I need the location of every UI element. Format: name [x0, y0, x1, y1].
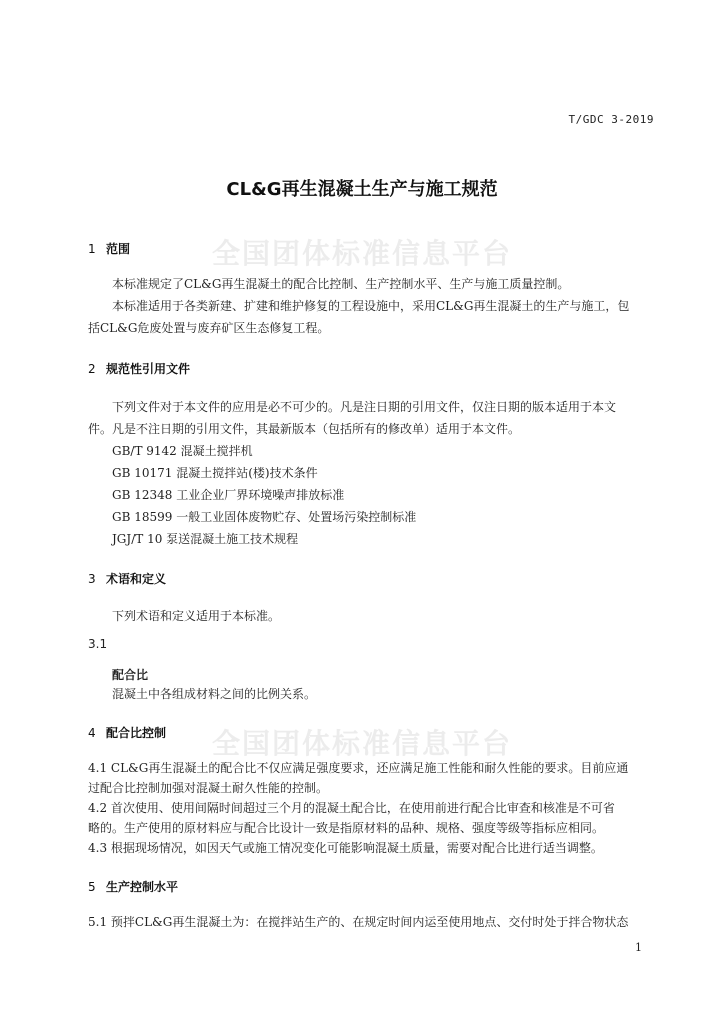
- reference-item: JGJ/T 10 泵送混凝土施工技术规程: [112, 532, 299, 546]
- section-heading-mix-ratio: [88, 724, 166, 741]
- paragraph: 本标准规定了CL&G再生混凝土的配合比控制、生产控制水平、生产与施工质量控制。: [112, 277, 570, 291]
- paragraph: 括CL&G危废处置与废弃矿区生态修复工程。: [88, 321, 330, 335]
- section-number: 1: [88, 242, 96, 256]
- watermark-text: 全国团体标准信息平台: [211, 237, 512, 270]
- standard-code: T/GDC 3-2019: [568, 113, 654, 126]
- term-number: 3.1: [88, 637, 108, 651]
- paragraph: 件。凡是不注日期的引用文件，其最新版本（包括所有的修改单）适用于本文件。: [88, 422, 521, 436]
- clause-line: 4.3 根据现场情况，如因天气或施工情况变化可能影响混凝土质量，需要对配合比进行适当调整。: [88, 841, 603, 855]
- reference-item: GB 18599 一般工业固体废物贮存、处置场污染控制标准: [112, 510, 417, 524]
- section-title: 生产控制水平: [106, 880, 179, 894]
- section-heading-production-control: [88, 878, 178, 895]
- reference-item: GB/T 9142 混凝土搅拌机: [112, 444, 253, 458]
- document-title: CL&G再生混凝土生产与施工规范: [226, 179, 498, 200]
- section-title: 配合比控制: [106, 726, 167, 740]
- reference-list: [112, 440, 416, 550]
- clause-line: 5.1 预拌CL&G再生混凝土为：在搅拌站生产的、在规定时间内运至使用地点、交付时处于拌合物状态: [88, 915, 629, 929]
- paragraph: 下列术语和定义适用于本标准。: [112, 609, 281, 623]
- section-title: 术语和定义: [106, 572, 167, 586]
- paragraph: 本标准适用于各类新建、扩建和维护修复的工程设施中，采用CL&G再生混凝土的生产与施工，包: [112, 299, 630, 313]
- section-number: 2: [88, 362, 96, 376]
- clause-line: 4.1 CL&G再生混凝土的配合比不仅应满足强度要求，还应满足施工性能和耐久性能的要求。目前应通: [88, 761, 629, 775]
- page-number: 1: [635, 941, 642, 954]
- clause-line: 略的。生产使用的原材料应与配合比设计一致是指原材料的品种、规格、强度等级等指标应相同。: [88, 821, 605, 835]
- reference-item: GB 10171 混凝土搅拌站(楼)技术条件: [112, 466, 318, 480]
- section-title: 规范性引用文件: [106, 362, 191, 376]
- paragraph: 下列文件对于本文件的应用是必不可少的。凡是注日期的引用文件，仅注日期的版本适用于本文: [112, 400, 617, 414]
- section-number: 3: [88, 572, 96, 586]
- term-name: 配合比: [112, 668, 149, 682]
- clause-line: 过配合比控制加强对混凝土耐久性能的控制。: [88, 781, 329, 795]
- section-number: 4: [88, 726, 96, 740]
- watermark-text: 全国团体标准信息平台: [211, 727, 512, 760]
- term-definition: 混凝土中各组成材料之间的比例关系。: [112, 687, 317, 701]
- section-heading-scope: [88, 240, 130, 257]
- section-number: 5: [88, 880, 96, 894]
- section-title: 范围: [106, 242, 131, 256]
- section-heading-terms: [88, 570, 166, 587]
- clause-line: 4.2 首次使用、使用间隔时间超过三个月的混凝土配合比，在使用前进行配合比审查和核准是不可省: [88, 801, 615, 815]
- reference-item: GB 12348 工业企业厂界环境噪声排放标准: [112, 488, 345, 502]
- section-heading-normative-references: [88, 360, 190, 377]
